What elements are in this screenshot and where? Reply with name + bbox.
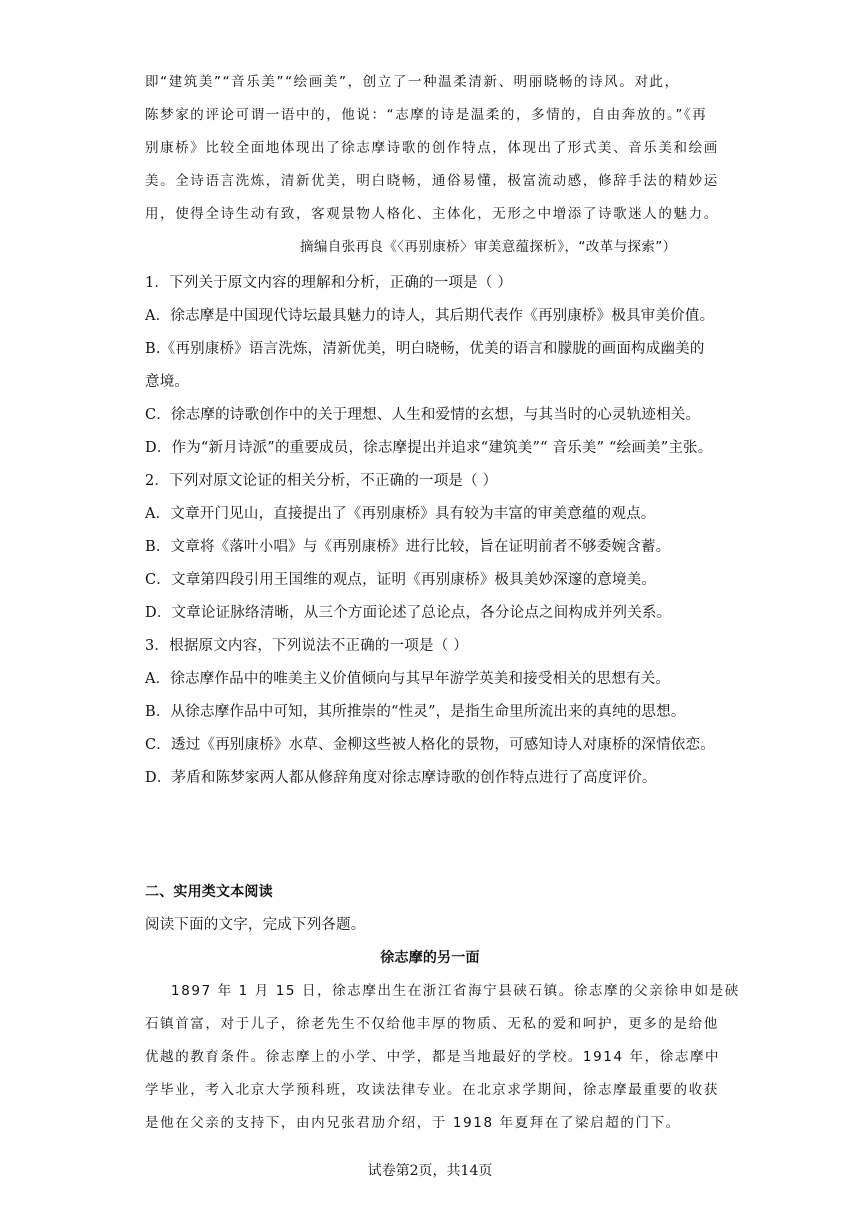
article-title: 徐志摩的另一面 bbox=[380, 950, 480, 966]
question-2-option-c: C．文章第四段引用王国维的观点，证明《再别康桥》极具美妙深邃的意境美。 bbox=[145, 572, 657, 588]
question-1-option-b-cont: 意境。 bbox=[145, 374, 190, 390]
question-2-stem: 2．下列对原文论证的相关分析，不正确的一项是（ ） bbox=[145, 473, 498, 489]
passage-line: 别康桥》比较全面地体现出了徐志摩诗歌的创作特点，体现出了形式美、音乐美和绘画 bbox=[145, 140, 719, 156]
passage-line: 即“建筑美”“音乐美”“绘画美”，创立了一种温柔清新、明丽晓畅的诗风。对此， bbox=[145, 74, 680, 90]
question-1-option-c: C．徐志摩的诗歌创作中的关于理想、人生和爱情的玄想，与其当时的心灵轨迹相关。 bbox=[145, 407, 701, 423]
article-line: 石镇首富，对于儿子，徐老先生不仅给他丰厚的物质、无私的爱和呵护，更多的是给他 bbox=[145, 1016, 719, 1032]
article-line: 学毕业，考入北京大学预科班，攻读法律专业。在北京求学期间，徐志摩最重要的收获 bbox=[145, 1082, 719, 1098]
passage-line: 陈梦家的评论可谓一语中的，他说：“志摩的诗是温柔的，多情的，自由奔放的。”《再 bbox=[145, 107, 708, 123]
question-1-option-a: A．徐志摩是中国现代诗坛最具魅力的诗人，其后期代表作《再别康桥》极具审美价值。 bbox=[145, 308, 715, 324]
question-3-option-b: B．从徐志摩作品中可知，其所推崇的“性灵”，是指生命里所流出来的真纯的思想。 bbox=[145, 704, 686, 720]
page-footer: 试卷第2页，共14页 bbox=[367, 1163, 493, 1179]
question-3-stem: 3．根据原文内容，下列说法不正确的一项是（ ） bbox=[145, 638, 468, 654]
question-2-option-b: B．文章将《落叶小唱》与《再别康桥》进行比较，旨在证明前者不够委婉含蓄。 bbox=[145, 539, 671, 555]
article-line: 优越的教育条件。徐志摩上的小学、中学，都是当地最好的学校。1914 年，徐志摩中 bbox=[145, 1049, 721, 1065]
question-1-stem: 1．下列关于原文内容的理解和分析，正确的一项是（ ） bbox=[145, 275, 513, 291]
question-3-option-d: D．茅盾和陈梦家两人都从修辞角度对徐志摩诗歌的创作特点进行了高度评价。 bbox=[145, 770, 657, 786]
question-1-option-d: D．作为“新月诗派”的重要成员，徐志摩提出并追求“建筑美”“ 音乐美” “绘画美”主张。 bbox=[145, 440, 713, 456]
article-line: 1897 年 1 月 15 日，徐志摩出生在浙江省海宁县硖石镇。徐志摩的父亲徐申如是硖 bbox=[171, 983, 740, 999]
section-heading: 二、实用类文本阅读 bbox=[145, 884, 273, 900]
question-3-option-a: A．徐志摩作品中的唯美主义价值倾向与其早年游学英美和接受相关的思想有关。 bbox=[145, 671, 671, 687]
section-instruction: 阅读下面的文字，完成下列各题。 bbox=[145, 917, 366, 933]
article-line: 是他在父亲的支持下，由内兄张君劢介绍，于 1918 年夏拜在了梁启超的门下。 bbox=[145, 1115, 681, 1131]
question-1-option-b: B.《再别康桥》语言洗炼，清新优美，明白晓畅，优美的语言和朦胧的画面构成幽美的 bbox=[145, 341, 705, 357]
question-2-option-d: D．文章论证脉络清晰，从三个方面论述了总论点，各分论点之间构成并列关系。 bbox=[145, 605, 672, 621]
source-citation: 摘编自张再良《〈再别康桥〉审美意蕴探析》，“改革与探索”） bbox=[300, 239, 677, 255]
passage-line: 美。全诗语言洗炼，清新优美，明白晓畅，通俗易懂，极富流动感，修辞手法的精妙运 bbox=[145, 173, 719, 189]
passage-line: 用，使得全诗生动有致，客观景物人格化、主体化，无形之中增添了诗歌迷人的魅力。 bbox=[145, 206, 719, 222]
question-3-option-c: C．透过《再别康桥》水草、金柳这些被人格化的景物，可感知诗人对康桥的深情依恋。 bbox=[145, 737, 715, 753]
question-2-option-a: A．文章开门见山，直接提出了《再别康桥》具有较为丰富的审美意蕴的观点。 bbox=[145, 506, 656, 522]
